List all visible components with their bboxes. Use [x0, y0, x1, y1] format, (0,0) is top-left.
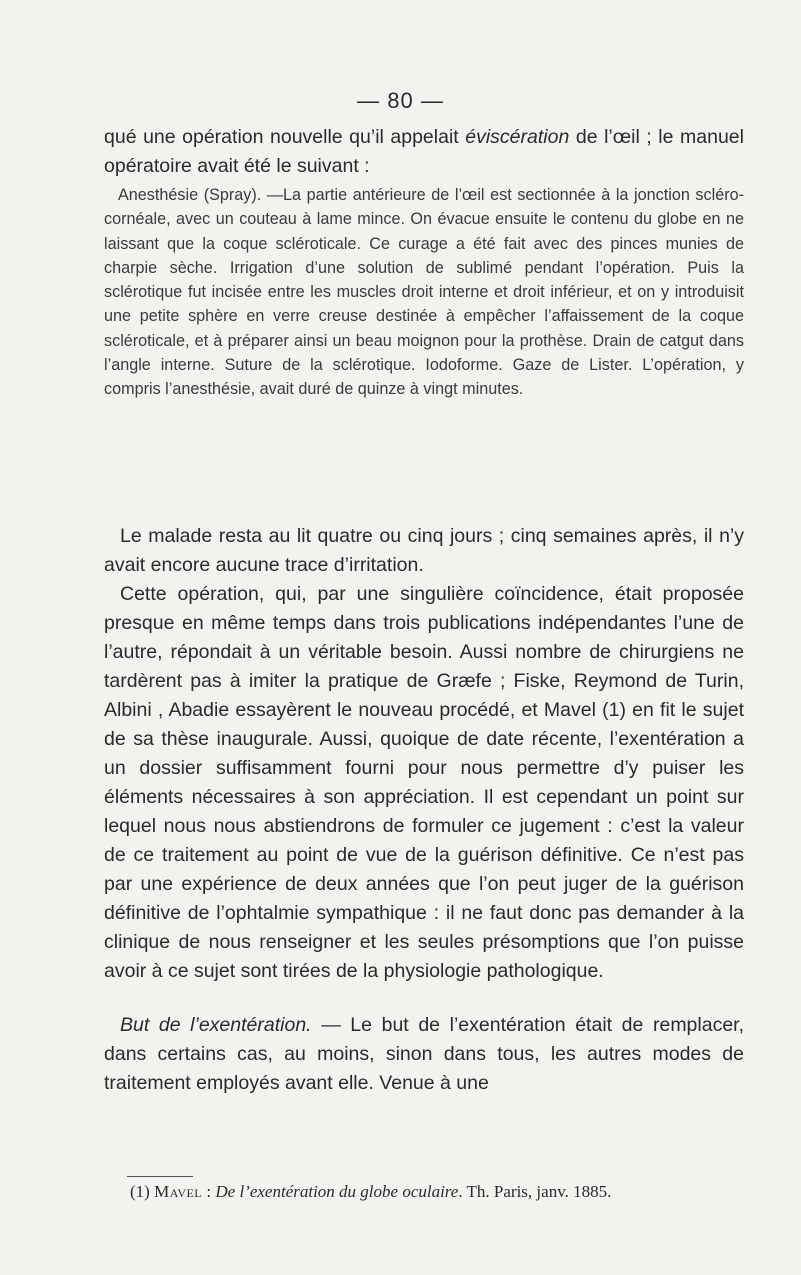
paragraph-intro [104, 123, 744, 181]
paragraph-goal-text [104, 1011, 744, 1098]
paragraph-procedure [104, 183, 744, 402]
paragraph-goal [104, 1011, 744, 1098]
paragraph-intro-text [104, 123, 744, 181]
paragraph-main [104, 522, 744, 986]
section-heading: But de l’exentération. [120, 1014, 312, 1036]
page-number: — 80 — [357, 88, 444, 113]
paragraph-patient: Le malade resta au lit quatre ou cinq jours ; cinq semaines après, il n’y avait encore aucune trace d’irritation. [104, 525, 744, 576]
footnote-marker: (1) [130, 1182, 155, 1201]
procedure-text: Anesthésie (Spray). —La partie antérieure de l’œil est sectionnée à la jonction scléro-cornéale, avec un couteau à lame mince. On évacue ensuite le contenu du globe en ne laissant que la coque scléroticale. Ce curage a été fait avec des pinces munies de charpie sèche. Irrigation d’une solution de sublimé pendant l’opération. Puis la sclérotique fut incisée entre les muscles droit interne et droit inférieur, et on y introduisit une petite sphère en verre creuse destinée à empêcher l’affaissement de la coque scléroticale, et à préparer ainsi un beau moignon pour la prothèse. Drain de catgut dans l’angle interne. Suture de la sclérotique. Iodoforme. Gaze de Lister. L’opération, y compris l’anesthésie, avait duré de quinze à vingt minutes. [104, 186, 744, 399]
italic-term: éviscération [465, 126, 570, 148]
footnote-divider [127, 1176, 193, 1177]
intro-text-before: qué une opération nouvelle qu’il appelait [104, 126, 466, 148]
footnote-rest: . Th. Paris, janv. 1885. [458, 1182, 612, 1201]
goal-text: — Le but de l’exentération était de remplacer, dans certains cas, au moins, sinon dans tous, les autres modes de traitement employés avant elle. Venue à une [104, 1014, 745, 1094]
intro-text-after: de l’œil ; le manuel opératoire avait été le suivant : [104, 126, 744, 177]
footnote-title: De l’exentération du globe oculaire [215, 1182, 459, 1201]
paragraph-adoption: Cette opération, qui, par une singulière coïncidence, était proposée presque en même temps dans trois publications indépendantes l’une de l’autre, répondait à un véritable besoin. Aussi nombre de chirurgiens ne tardèrent pas à imiter la pratique de Græfe ; Fiske, Reymond de Turin, Albini , Abadie essayèrent le nouveau procédé, et Mavel (1) en fit le sujet de sa thèse inaugurale. Aussi, quoique de date récente, l’exentération a un dossier suffisamment fourni pour nous permettre d’y puiser les éléments nécessaires à son appréciation. Il est cependant un point sur lequel nous nous abstiendrons de formuler ce jugement : c’est la valeur de ce traitement au point de vue de la guérison définitive. Ce n’est pas par une expérience de deux années que l’on peut juger de la guérison définitive de l’ophtalmie sympathique : il ne faut donc pas demander à la clinique de nous renseigner et les seules présomptions que l’on puisse avoir à ce sujet sont tirées de la physiologie pathologique. [104, 583, 744, 982]
footnote [130, 1181, 770, 1203]
footnote-sep: : [202, 1182, 216, 1201]
footnote-author: Mavel [154, 1182, 203, 1201]
